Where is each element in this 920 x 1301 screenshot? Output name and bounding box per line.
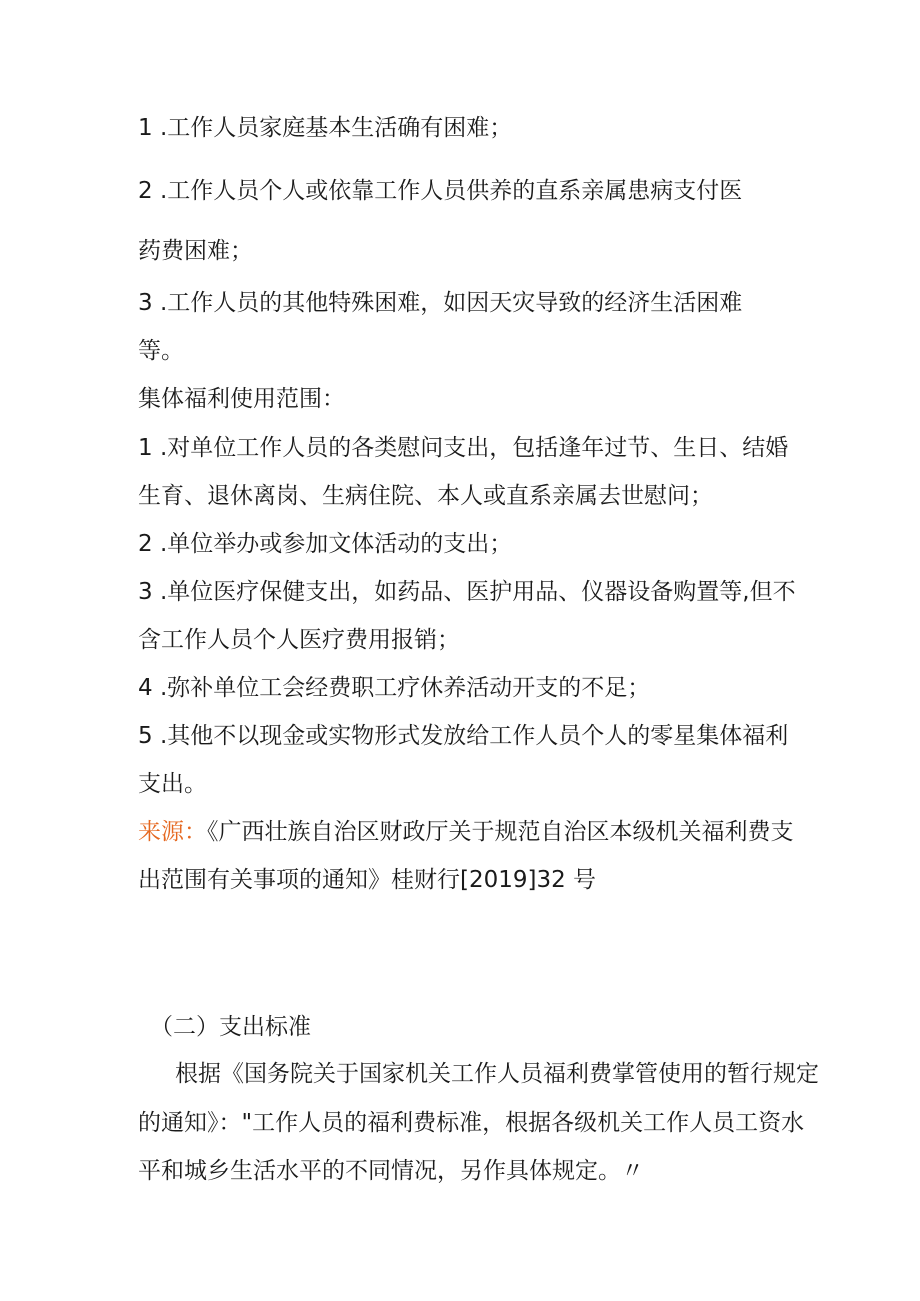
hardship-item-2: 2 .工作人员个人或依靠工作人员供养的直系亲属患病支付医 <box>138 178 743 204</box>
welfare-item-1: 1 .对单位工作人员的各类慰问支出，包括逢年过节、生日、结婚 <box>138 435 789 461</box>
standard-paragraph-line-2: 的通知》："工作人员的福利费标准，根据各级机关工作人员工资水 <box>138 1110 805 1136</box>
hardship-item-2-cont: 药费困难； <box>138 238 253 264</box>
source-line-1 <box>138 817 794 847</box>
collective-welfare-heading: 集体福利使用范围： <box>138 386 345 412</box>
hardship-item-3-cont: 等。 <box>138 338 184 364</box>
welfare-item-3-cont: 含工作人员个人医疗费用报销； <box>138 627 460 653</box>
welfare-item-1-cont: 生育、退休离岗、生病住院、本人或直系亲属去世慰问； <box>138 483 713 509</box>
source-label: 来源： <box>138 819 207 845</box>
hardship-item-3: 3 .工作人员的其他特殊困难，如因天灾导致的经济生活困难 <box>138 290 743 316</box>
section-heading: （二）支出标准 <box>150 1014 311 1040</box>
source-text: 《广西壮族自治区财政厅关于规范自治区本级机关福利费支 <box>207 819 794 845</box>
welfare-item-3: 3 .单位医疗保健支出，如药品、医护用品、仪器设备购置等,但不 <box>138 579 796 605</box>
source-line-2: 出范围有关事项的通知》桂财行[2019]32 号 <box>138 867 597 893</box>
welfare-item-4: 4 .弥补单位工会经费职工疗休养活动开支的不足； <box>138 675 651 701</box>
welfare-item-2: 2 .单位举办或参加文体活动的支出； <box>138 531 513 557</box>
hardship-item-1: 1 .工作人员家庭基本生活确有困难； <box>138 115 513 141</box>
standard-paragraph-line-3: 平和城乡生活水平的不同情况，另作具体规定。〃 <box>138 1158 644 1184</box>
standard-paragraph-line-1: 根据《国务院关于国家机关工作人员福利费掌管使用的暂行规定 <box>175 1061 819 1087</box>
welfare-item-5: 5 .其他不以现金或实物形式发放给工作人员个人的零星集体福利 <box>138 723 789 749</box>
welfare-item-5-cont: 支出。 <box>138 771 207 797</box>
